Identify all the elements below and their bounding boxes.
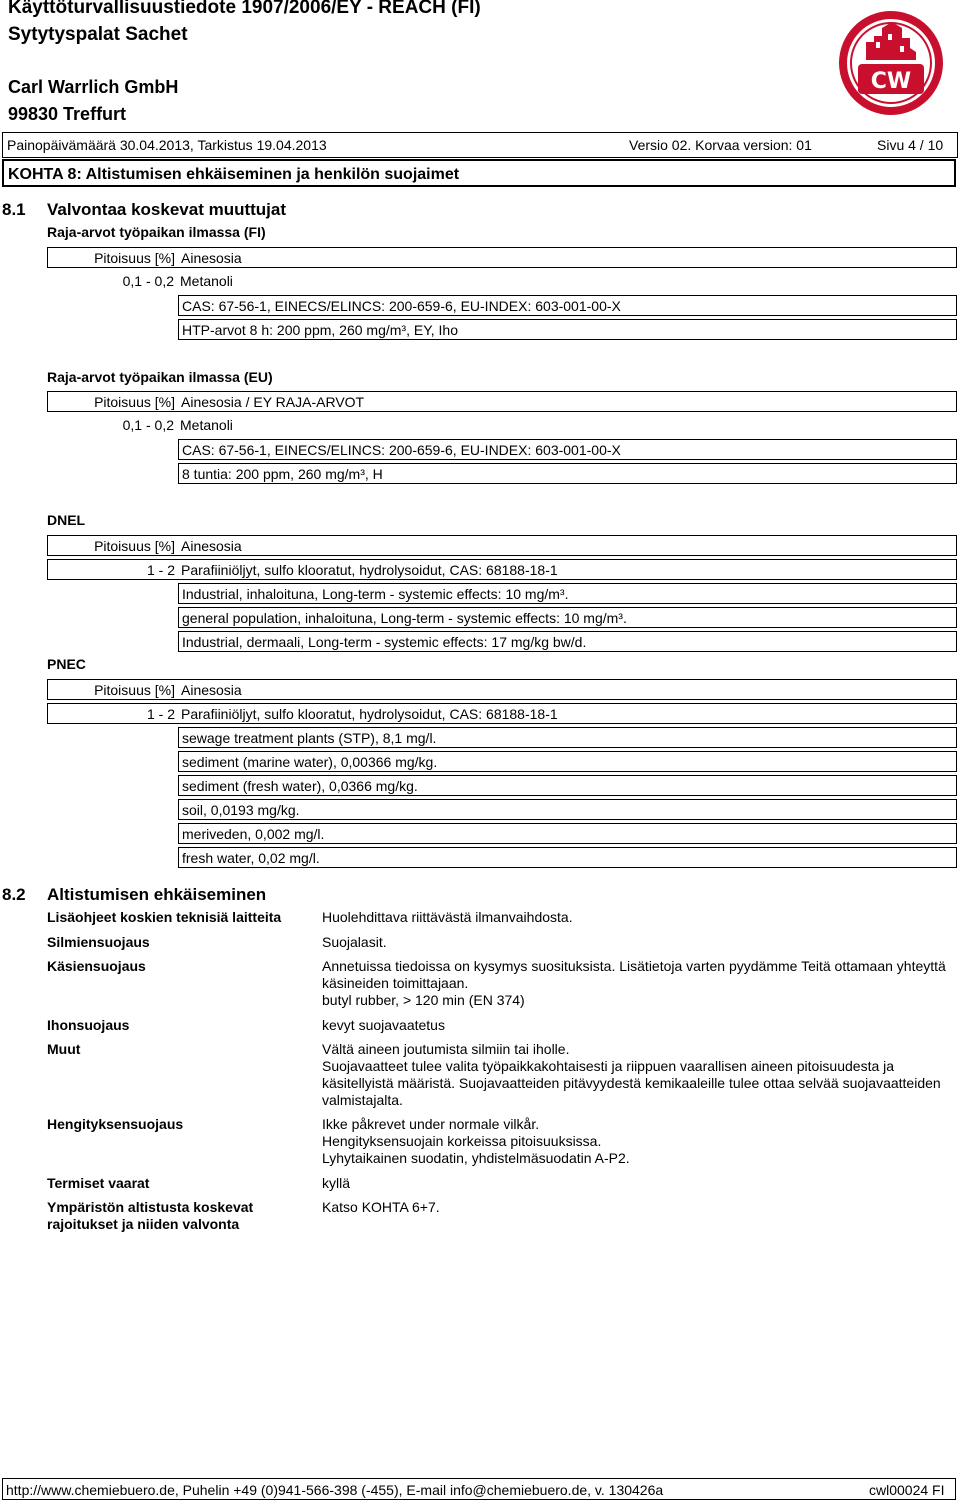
page-number: Sivu 4 / 10 [877, 137, 944, 153]
label-hand-protection: Käsiensuojaus [47, 958, 146, 974]
dnel-row: general population, inhaloituna, Long-term - systemic effects: 10 mg/m³. [178, 607, 957, 628]
section-header [2, 159, 956, 187]
footer-code: cwl00024 FI [869, 1482, 945, 1498]
value-technical: Huolehdittava riittävästä ilmanvaihdosta. [322, 909, 573, 925]
svg-text:CW: CW [870, 69, 912, 94]
eu-limit-row: 8 tuntia: 200 ppm, 260 mg/m³, H [178, 463, 957, 484]
pnec-heading: PNEC [47, 656, 86, 672]
pnec-row: sewage treatment plants (STP), 8,1 mg/l. [178, 727, 957, 748]
value-thermal: kyllä [322, 1175, 351, 1191]
footer [2, 1478, 956, 1500]
column-header-substance: Ainesosia [181, 682, 242, 698]
value-other: Vältä aineen joutumista silmiin tai iholle. Suojavaatteet tulee valita työpaikkakohtaisesti ja riippuen vaarallisen aineen pitoisuudesta ja käsitellyistä määristä. Suojavaatteiden pitävyydestä kemikaaleille tulee ottaa selvää suojavaatteiden valmistajalta. [322, 1041, 941, 1108]
document-title: Käyttöturvallisuustiedote 1907/2006/EY - REACH (FI) [8, 0, 481, 18]
footer-contact: http://www.chemiebuero.de, Puhelin +49 (0)941-566-398 (-455), E-mail info@chemiebuero.de, v. 130426a [6, 1482, 664, 1498]
pnec-row: soil, 0,0193 mg/kg. [178, 799, 957, 820]
label-technical: Lisäohjeet koskien teknisiä laitteita [47, 909, 282, 925]
eu-substance: Metanoli [180, 417, 233, 433]
eu-concentration: 0,1 - 0,2 [122, 417, 174, 433]
value-hand-protection: Annetuissa tiedoissa on kysymys suosituksista. Lisätietoja varten pyydämme Teitä ottamaan yhteyttä käsineiden toimittajaan. butyl rubber, > 120 min (EN 374) [322, 958, 946, 1008]
dnel-substance-row [47, 559, 957, 580]
dnel-row: Industrial, dermaali, Long-term - systemic effects: 17 mg/kg bw/d. [178, 631, 957, 652]
label-environmental: Ympäristön altistusta koskevat rajoitukset ja niiden valvonta [47, 1199, 254, 1232]
eu-limits-heading: Raja-arvot työpaikan ilmassa (EU) [47, 369, 273, 385]
subsection-number: 8.2 [2, 885, 26, 904]
version-info: Versio 02. Korvaa version: 01 [629, 137, 812, 153]
dnel-concentration: 1 - 2 [146, 562, 175, 578]
product-name: Sytytyspalat Sachet [8, 24, 188, 45]
fi-cas-row: CAS: 67-56-1, EINECS/ELINCS: 200-659-6, EU-INDEX: 603-001-00-X [178, 295, 957, 316]
dnel-table-header [47, 535, 957, 556]
company-logo [836, 8, 946, 118]
subsection-heading: Altistumisen ehkäiseminen [47, 885, 267, 904]
column-header-substance: Ainesosia [181, 250, 242, 266]
fi-limit-row: HTP-arvot 8 h: 200 ppm, 260 mg/m³, EY, Iho [178, 319, 957, 340]
column-header-substance: Ainesosia [181, 538, 242, 554]
label-other: Muut [47, 1041, 81, 1057]
section-title: KOHTA 8: Altistumisen ehkäiseminen ja henkilön suojaimet [8, 166, 460, 183]
info-bar [2, 132, 958, 158]
column-header-concentration: Pitoisuus [%] [94, 394, 175, 410]
label-respiratory: Hengityksensuojaus [47, 1116, 184, 1132]
pnec-row: sediment (fresh water), 0,0366 mg/kg. [178, 775, 957, 796]
value-eye-protection: Suojalasit. [322, 934, 387, 950]
company-name: Carl Warrlich GmbH [8, 77, 179, 97]
pnec-row: fresh water, 0,02 mg/l. [178, 847, 957, 868]
dnel-row: Industrial, inhaloituna, Long-term - systemic effects: 10 mg/m³. [178, 583, 957, 604]
column-header-substance: Ainesosia / EY RAJA-ARVOT [181, 394, 365, 410]
value-environmental: Katso KOHTA 6+7. [322, 1199, 440, 1215]
dnel-substance: Parafiiniöljyt, sulfo klooratut, hydrolysoidut, CAS: 68188-18-1 [181, 562, 558, 578]
value-skin-protection: kevyt suojavaatetus [322, 1017, 445, 1033]
subsection-number: 8.1 [2, 200, 26, 219]
print-date: Painopäivämäärä 30.04.2013, Tarkistus 19.04.2013 [7, 137, 327, 153]
pnec-row: meriveden, 0,002 mg/l. [178, 823, 957, 844]
label-thermal: Termiset vaarat [47, 1175, 150, 1191]
dnel-heading: DNEL [47, 512, 86, 528]
pnec-table-header [47, 679, 957, 700]
label-skin-protection: Ihonsuojaus [47, 1017, 130, 1033]
column-header-concentration: Pitoisuus [%] [94, 538, 175, 554]
fi-limits-heading: Raja-arvot työpaikan ilmassa (FI) [47, 224, 266, 240]
fi-concentration: 0,1 - 0,2 [122, 273, 174, 289]
fi-table-header [47, 247, 957, 268]
pnec-concentration: 1 - 2 [146, 706, 175, 722]
eu-cas-row: CAS: 67-56-1, EINECS/ELINCS: 200-659-6, EU-INDEX: 603-001-00-X [178, 439, 957, 460]
subsection-heading: Valvontaa koskevat muuttujat [47, 200, 287, 219]
value-respiratory: Ikke påkrevet under normale vilkår. Hengityksensuojain korkeissa pitoisuuksissa. Lyhytaikainen suodatin, yhdistelmäsuodatin A-P2. [322, 1116, 630, 1166]
eu-table-header [47, 391, 957, 412]
pnec-row: sediment (marine water), 0,00366 mg/kg. [178, 751, 957, 772]
pnec-substance: Parafiiniöljyt, sulfo klooratut, hydrolysoidut, CAS: 68188-18-1 [181, 706, 558, 722]
company-city: 99830 Treffurt [8, 104, 127, 124]
pnec-substance-row [47, 703, 957, 724]
label-eye-protection: Silmiensuojaus [47, 934, 150, 950]
column-header-concentration: Pitoisuus [%] [94, 250, 175, 266]
column-header-concentration: Pitoisuus [%] [94, 682, 175, 698]
fi-substance: Metanoli [180, 273, 233, 289]
